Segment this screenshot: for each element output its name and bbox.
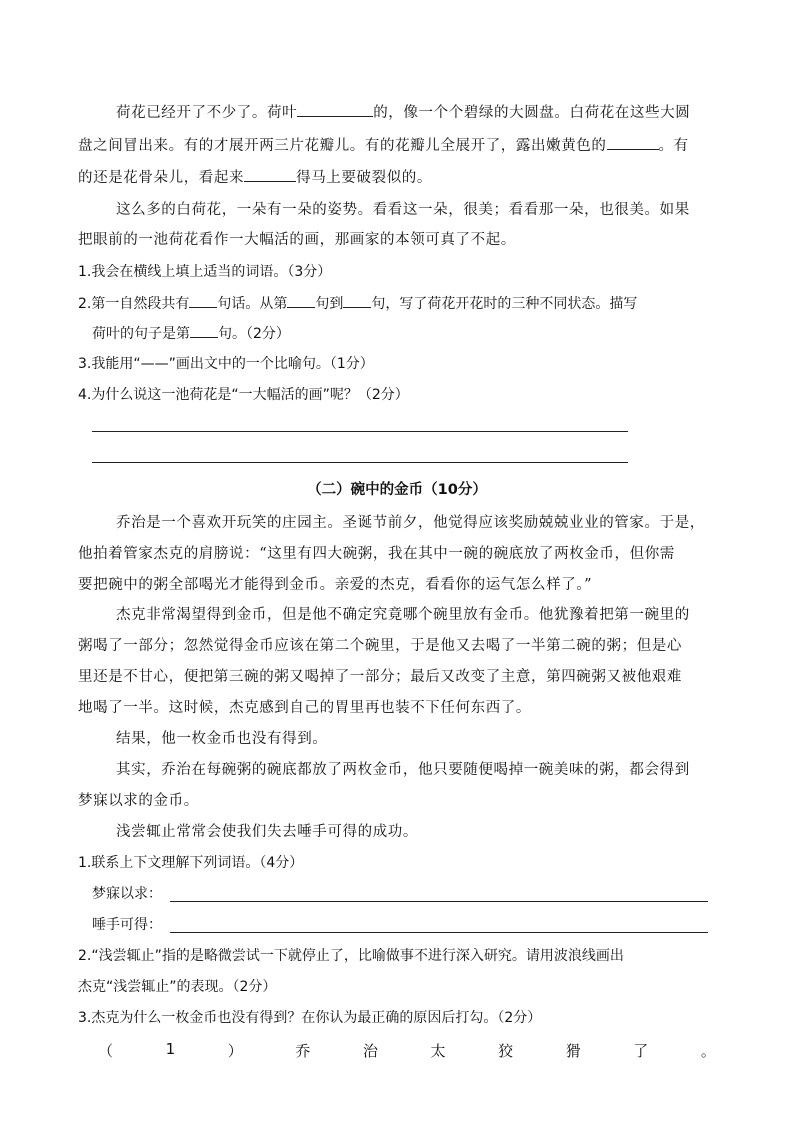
- fill-blank[interactable]: [287, 293, 315, 308]
- passage1-line-1: [78, 102, 718, 123]
- question2-2-line-2: 杰克“浅尝辄止”的表现。（2分）: [78, 979, 277, 995]
- text: 这么多的白荷花，一朵有一朵的姿势。看看这一朵，很美；看看那一朵，也很美。如果: [116, 202, 690, 218]
- text: 2.第一自然段共有: [78, 296, 190, 312]
- fill-blank[interactable]: [607, 135, 659, 150]
- passage2-line-2: 他拍着管家杰克的肩膀说：“这里有四大碗粥，我在其中一碗的碗底放了两枚金币，但你需: [78, 546, 675, 562]
- text: 的，像一个个碧绿的大圆盘。白荷花在这些大圆: [373, 105, 691, 121]
- text: 句。（2分）: [218, 326, 290, 342]
- fill-blank[interactable]: [244, 167, 296, 182]
- text: 盘之间冒出来。有的才展开两三片花瓣儿。有的花瓣儿全展开了，露出嫩黄色的: [78, 138, 607, 154]
- option-char: 了: [633, 1042, 649, 1060]
- fill-blank[interactable]: [297, 102, 373, 117]
- text: 。有: [658, 138, 689, 154]
- text: 浅尝辄止常常会使我们失去唾手可得的成功。: [116, 824, 418, 840]
- question2-1: 1.联系上下文理解下列词语。（4分）: [78, 855, 304, 871]
- passage2-para4-line-1: [78, 760, 718, 780]
- question-2-line-2: [92, 323, 732, 344]
- answer-line-2[interactable]: [92, 462, 628, 463]
- passage2-line-3: 要把碗中的粥全部喝光才能得到金币。亲爱的杰克，看看你的运气怎么样了。”: [78, 577, 593, 593]
- term-2-answer-line[interactable]: [170, 932, 708, 933]
- question-4: 4.为什么说这一池荷花是“一大幅活的画”呢？（2分）: [78, 387, 409, 403]
- passage2-para2-line-1: [78, 605, 718, 625]
- passage2-para3: [78, 729, 718, 749]
- option-char: ）: [227, 1042, 243, 1060]
- text: 句话。从第: [217, 296, 288, 312]
- option-char: （: [98, 1042, 114, 1060]
- term-label: 梦寐以求：: [92, 886, 162, 902]
- option-char: 治: [362, 1042, 378, 1060]
- passage1-line-3: [78, 167, 718, 188]
- text: 杰克非常渴望得到金币，但是他不确定究竟哪个碗里放有金币。他犹豫着把第一碗里的: [116, 607, 690, 623]
- text: 的还是花骨朵儿，看起来: [78, 170, 245, 186]
- term-1-answer-line[interactable]: [170, 901, 708, 902]
- fill-blank[interactable]: [343, 293, 371, 308]
- passage2-para2-line-3: 里还是不甘心，便把第三碗的粥又喝掉了一部分；最后又改变了主意，第四碗粥又被他艰难: [78, 669, 682, 685]
- section-title: （二）碗中的金币（10分）: [307, 482, 487, 498]
- question-2-line-1: [78, 293, 718, 314]
- fill-blank[interactable]: [189, 293, 217, 308]
- passage2-para2-line-2: 粥喝了一部分；忽然觉得金币应该在第二个碗里，于是他又去喝了一半第二碗的粥；但是心: [78, 638, 682, 654]
- question2-2-line-1: 2.“浅尝辄止”指的是略微尝试一下就停止了，比喻做事不进行深入研究。请用波浪线画出: [78, 948, 624, 964]
- text: 荷叶的句子是第: [92, 326, 190, 342]
- passage2-para4-line-2: 梦寐以求的金币。: [78, 793, 199, 809]
- option-1[interactable]: [98, 1040, 716, 1061]
- term-label: 唾手可得：: [92, 917, 162, 933]
- passage2-para5: [78, 822, 718, 842]
- text: 乔治是一个喜欢开玩笑的庄园主。圣诞节前夕，他觉得应该奖励兢兢业业的管家。于是，: [116, 515, 705, 531]
- option-char: 狡: [498, 1042, 514, 1060]
- option-char: 乔: [295, 1042, 311, 1060]
- question-1: 1.我会在横线上填上适当的词语。（3分）: [78, 264, 332, 280]
- option-char: 太: [430, 1042, 446, 1060]
- passage1-para2-line-1: [78, 200, 718, 220]
- question2-3: 3.杰克为什么一枚金币也没有得到？在你认为最正确的原因后打勾。（2分）: [78, 1010, 542, 1026]
- question-3: 3.我能用“——”画出文中的一个比喻句。（1分）: [78, 356, 374, 372]
- text: 结果，他一枚金币也没有得到。: [116, 731, 328, 747]
- passage1-para2-line-2: 把眼前的一池荷花看作一大幅活的画，那画家的本领可真了不起。: [78, 232, 516, 248]
- passage2-line-1: [78, 513, 718, 533]
- text: 句，写了荷花开花时的三种不同状态。描写: [371, 296, 638, 312]
- option-char: 猾: [565, 1042, 581, 1060]
- text: 得马上要破裂似的。: [296, 170, 433, 186]
- option-char: 1: [165, 1040, 176, 1058]
- answer-line-1[interactable]: [92, 431, 628, 432]
- passage1-line-2: [78, 135, 718, 156]
- passage2-para2-line-4: 地喝了一半。这时候，杰克感到自己的胃里再也装不下任何东西了。: [78, 700, 531, 716]
- option-char: 。: [700, 1042, 716, 1060]
- text: 句到: [315, 296, 344, 312]
- fill-blank[interactable]: [190, 323, 218, 338]
- text: 其实，乔治在每碗粥的碗底都放了两枚金币，他只要随便喝掉一碗美味的粥，都会得到: [116, 762, 690, 778]
- text: 荷花已经开了不少了。荷叶: [116, 105, 298, 121]
